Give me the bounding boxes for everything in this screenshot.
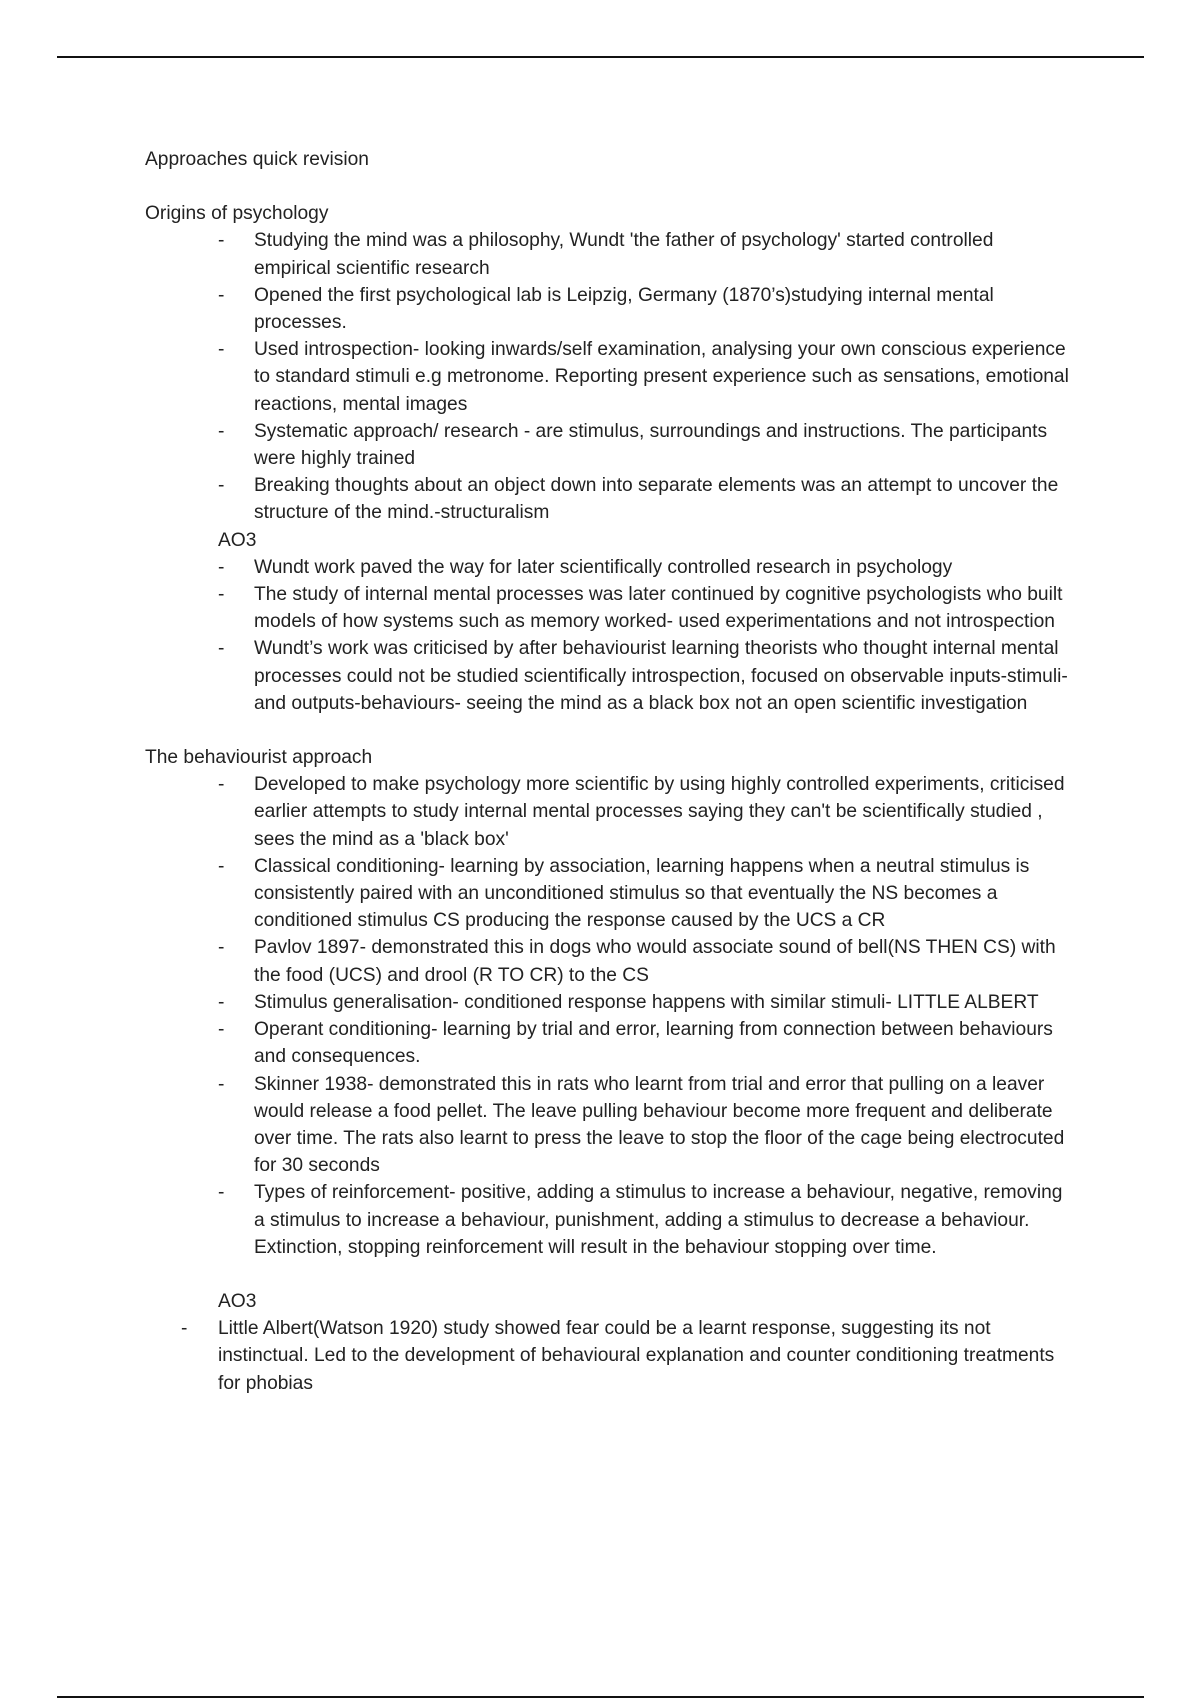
bullet-text: Pavlov 1897- demonstrated this in dogs who would associate sound of bell(NS THEN CS) with the food (UCS) and drool (R TO CR) to the CS [254, 937, 1056, 986]
section-heading-origins: Origins of psychology [145, 203, 329, 225]
bullet-dash: - [181, 1318, 188, 1340]
bullet-dash: - [218, 774, 225, 796]
section-spacer [145, 1261, 1075, 1288]
bullet-dash: - [218, 937, 225, 959]
bottom-rule [57, 1696, 1144, 1698]
list-item [145, 581, 1075, 635]
bullet-text: Wundt’s work was criticised by after behaviourist learning theorists who thought internal mental processes could not be studied scientifically introspection, focused on observable inputs-stimuli- and outputs-behaviours- seeing the mind as a black box not an open scientific investigation [254, 638, 1068, 714]
list-item [145, 1179, 1075, 1261]
list-item [145, 227, 1075, 281]
list-item [145, 989, 1075, 1016]
bullet-text: Breaking thoughts about an object down into separate elements was an attempt to uncover the structure of the mind.-structuralism [254, 475, 1059, 524]
bullet-dash: - [218, 991, 225, 1013]
bullet-dash: - [218, 284, 225, 306]
bullet-text: Systematic approach/ research - are stimulus, surroundings and instructions. The participants were highly trained [254, 420, 1048, 470]
section-spacer [145, 717, 1075, 744]
bullet-text: Classical conditioning- learning by association, learning happens when a neutral stimulus is consistently paired with an unconditioned stimulus so that eventually the NS becomes a conditioned stimulus CS producing the response caused by the UCS a CR [254, 855, 1030, 932]
origins-ao3-list [145, 554, 1075, 717]
bullet-dash: - [218, 638, 225, 660]
document-body [145, 146, 1075, 1397]
bullet-text: Types of reinforcement- positive, adding a stimulus to increase a behaviour, negative, removing a stimulus to increase a behaviour, punishment, adding a stimulus to decrease a behaviour. Extinction, stopping reinforcement will result in the behaviour stopping over time. [254, 1182, 1063, 1258]
bullet-text: Opened the first psychological lab is Leipzig, Germany (1870’s)studying internal mental processes. [254, 284, 994, 334]
list-item [145, 418, 1075, 472]
list-item [145, 1315, 1075, 1397]
bullet-text: Developed to make psychology more scientific by using highly controlled experiments, criticised earlier attempts to study internal mental processes saying they can't be scientifically studied , sees the mind as a 'black box' [254, 774, 1065, 850]
ao3-label-behaviourist: AO3 [218, 1290, 257, 1312]
behaviourist-bullet-list [145, 771, 1075, 1261]
list-item [145, 934, 1075, 988]
document-title: Approaches quick revision [145, 149, 369, 170]
list-item [145, 1016, 1075, 1070]
bullet-dash: - [218, 230, 225, 252]
bullet-dash: - [218, 475, 225, 497]
list-item [145, 1071, 1075, 1180]
list-item [145, 771, 1075, 853]
bullet-dash: - [218, 556, 225, 578]
bullet-text: Little Albert(Watson 1920) study showed fear could be a learnt response, suggesting its not instinctual. Led to the development of behavioural explanation and counter conditioning treatments for phobias [218, 1318, 1055, 1394]
top-rule [57, 56, 1144, 58]
list-item [145, 853, 1075, 935]
ao3-label-origins: AO3 [218, 529, 257, 551]
section-heading-behaviourist: The behaviourist approach [145, 747, 373, 769]
bullet-text: Stimulus generalisation- conditioned response happens with similar stimuli- LITTLE ALBERT [254, 991, 1039, 1013]
bullet-text: Studying the mind was a philosophy, Wundt 'the father of psychology' started controlled empirical scientific research [254, 230, 994, 279]
bullet-text: Skinner 1938- demonstrated this in rats who learnt from trial and error that pulling on a leaver would release a food pellet. The leave pulling behaviour become more frequent and deliberate over time. The rats also learnt to press the leave to stop the floor of the cage being electrocuted for 30 seconds [254, 1073, 1065, 1177]
bullet-text: Wundt work paved the way for later scientifically controlled research in psychology [254, 556, 953, 578]
bullet-text: The study of internal mental processes was later continued by cognitive psychologists who built models of how systems such as memory worked- used experimentations and not introspection [254, 584, 1063, 633]
list-item [145, 282, 1075, 336]
bullet-dash: - [218, 339, 225, 361]
list-item [145, 336, 1075, 418]
bullet-dash: - [218, 1073, 225, 1095]
bullet-dash: - [218, 420, 225, 442]
list-item [145, 635, 1075, 717]
bullet-dash: - [218, 855, 225, 877]
bullet-dash: - [218, 1182, 225, 1204]
bullet-text: Operant conditioning- learning by trial and error, learning from connection between behaviours and consequences. [254, 1019, 1053, 1068]
bullet-dash: - [218, 1019, 225, 1041]
bullet-dash: - [218, 584, 225, 606]
list-item [145, 554, 1075, 581]
behaviourist-ao3-list [145, 1315, 1075, 1397]
list-item [145, 472, 1075, 526]
bullet-text: Used introspection- looking inwards/self examination, analysing your own conscious experience to standard stimuli e.g metronome. Reporting present experience such as sensations, emotional reactions, mental images [254, 339, 1069, 415]
origins-bullet-list [145, 227, 1075, 526]
